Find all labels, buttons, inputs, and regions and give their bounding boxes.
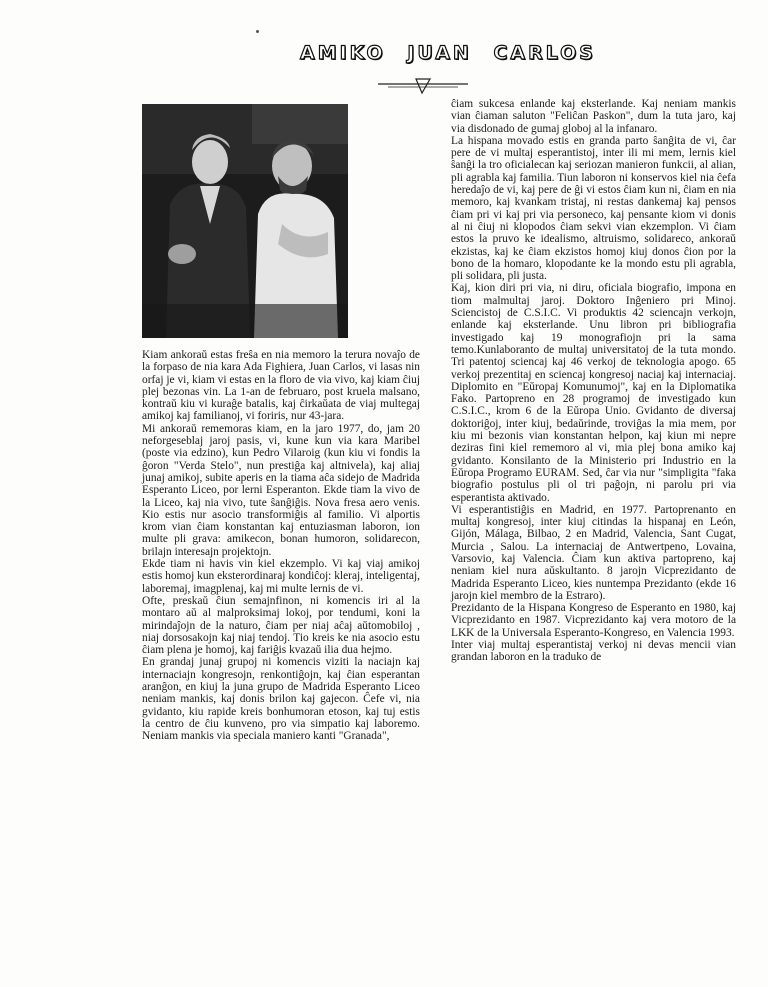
left-column bbox=[142, 349, 420, 743]
scan-speck bbox=[256, 30, 259, 33]
title-ornament-icon bbox=[378, 76, 468, 96]
paragraph: La hispana movado estis en granda parto ŝanĝita de vi, ĉar pere de vi multaj esperantistoj, inter ili mi mem, lernis kiel ŝanĝi la tro oficialecan kaj seriozan manieron funkcii, al alian, pli agrabla kaj familia. Tiun laboron ni konservos kiel nia ĉefa heredaĵo de vi, kaj pere de ĝi vi estos ĉiam kun ni, ĉiam en nia memoro, kaj kvankam tristaj, ni restas dankemaj kaj pensos ĉiam pri vi kaj pri via personeco, kaj pensante kiom vi donis al ni ĉiuj ni klopodos ĉiam sekvi vian ekzemplon. Vi ĉiam estos la pruvo ke idealismo, altruismo, solidareco, ankoraŭ ekzistas, kaj ke ĉiam ekzistos homoj kiuj donos ĉion por la bono de la homaro, klopodante ke la mondo estu pli agrabla, pli solidara, pli justa. bbox=[451, 134, 736, 283]
portrait-photo bbox=[142, 104, 348, 338]
paragraph: ĉiam sukcesa enlande kaj eksterlande. Kaj neniam mankis vian ĉiaman saluton "Feliĉan Paskon", dum la tuta jaro, kaj via disdonado de gumaj globoj al la infanaro. bbox=[451, 98, 736, 135]
paragraph: Inter viaj multaj esperantistaj verkoj ni devas mencii vian grandan laboron en la traduko de bbox=[451, 639, 736, 664]
paragraph: Prezidanto de la Hispana Kongreso de Esperanto en 1980, kaj Vicprezidanto en 1987. Vicprezidanto kaj vera motoro de la LKK de la Universala Esperanto-Kongreso, en Valencia 1993. bbox=[451, 602, 736, 639]
paragraph: Ekde tiam ni havis vin kiel ekzemplo. Vi kaj viaj amikoj estis homoj kun eksterordinaraj kondiĉoj: kleraj, inteligentaj, laboremaj, imagplenaj, kaj mi multe lernis de vi. bbox=[142, 558, 420, 595]
two-men-photo bbox=[142, 104, 348, 338]
paragraph: Kaj, kion diri pri via, ni diru, oficiala biografio, impona en tiom malmultaj jaroj. Doktoro Inĝeniero pri Minoj. Sciencistoj de C.S.I.C. Vi produktis 42 sciencajn verkojn, enlande kaj eksterlande. Unu libron pri bibliografia investigado kaj 19 monografiojn pri la sama temo.Kunlaboranto de multaj universitatoj de la tuta mondo. Tri patentoj sciencaj kaj 46 verkoj de teknologia apogo. 65 verkoj prezentitaj en sciencaj kongresoj naciaj kaj internaciaj. Diplomito en "Eŭropaj Komunumoj", kaj en la Diplomatika Fako. Partopreno en 28 programoj de investigado kun C.S.I.C., krom 6 de la Eŭropa Unio. Gvidanto de diversaj doktoriĝoj, inter kiuj, bedaŭrinde, troviĝas la mia mem, por kiu mi bezonis vian konstantan helpon, kaj kiun mi nepre deziras fini kiel rememoro al vi, mia plej bona amiko kaj gvidanto. Konsilanto de la Ministerio pri Industrio en la Eŭropa Programo EURAM. Sed, ĉar via nur "simpligita "faka biografio postulus pli ol tri paĝojn, ni parolu pri via esperantista aktivado. bbox=[451, 282, 736, 504]
paragraph: Kiam ankoraŭ estas freŝa en nia memoro la terura novaĵo de la forpaso de nia kara Ada Fighiera, Juan Carlos, vi lasas nin orfaj je vi, kiam vi estas en la floro de via vivo, kaj kiam ĉiuj plej bezonas vin. La 1-an de februaro, post kruela malsano, kontraŭ kiu vi kuraĝe batalis, kaj ĉirkaŭata de viaj multegaj amikoj kaj familianoj, vi foriris, nur 43-jara. bbox=[142, 349, 420, 423]
right-column bbox=[451, 98, 736, 664]
paragraph: Mi ankoraŭ rememoras kiam, en la jaro 1977, do, jam 20 neforgeseblaj jaroj pasis, vi, kune kun via kara Maribel (poste via edzino), kun Pedro Vilaroig (kun kiu vi fondis la ĝoron "Verda Stelo", nun prestiĝa kaj altnivela), kaj aliaj junaj amikoj, subite aperis en la tiama aĉa sidejo de Madrida Esperanto Liceo, por lerni Esperanton. Ekde tiam la vivo de la Liceo, kaj nia vivo, tute ŝanĝiĝis. Nova fresa aero venis. Kio estis nur asocio transformiĝis al familio. Vi alportis krom vian ĉiam konstantan kaj entuziasman laboron, ion multe pli grava: amikecon, bonan humoron, solidarecon, brilajn interesajn projektojn. bbox=[142, 422, 420, 558]
paragraph: Ofte, preskaŭ ĉiun semajnfinon, ni komencis iri al la montaro aŭ al malproksimaj lokoj, por tendumi, koni la mirindaĵojn de la naturo, ĉiam per niaj aĉaj aŭtomobiloj , niaj dorsosakojn kaj niaj tendoj. Tio kreis ke nia asocio estu ĉiam plena je homoj, kaj fariĝis kvazaŭ ilia dua hejmo. bbox=[142, 594, 420, 657]
paragraph: Vi esperantistiĝis en Madrid, en 1977. Partoprenanto en multaj kongresoj, inter kiuj citindas la hispanaj en León, Gijón, Málaga, Bilbao, 2 en Madrid, Valencia, Sant Cugat, Murcia , Salou. La internaciaj de Antwertpeno, Lovaina, Varsovio, kaj Valencia. Ĉiam kun aktiva partopreno, kaj neniam kiel nura aŭskultanto. 8 jarojn Vicprezidanto de Madrida Esperanto Liceo, kies nuntempa Prezidanto (ekde 16 jarojn kiel membro de la Estraro). bbox=[451, 503, 736, 602]
page-title: AMIKO JUAN CARLOS bbox=[300, 42, 596, 64]
paragraph: En grandaj junaj grupoj ni komencis viziti la naciajn kaj internaciajn kongresojn, renkontiĝojn, kaj ĉian esperantan aranĝon, en kiuj la juna grupo de Madrida Esperanto Liceo neniam mankis, kaj donis brilon kaj gajecon. Ĉefe vi, nia gvidanto, kiu rapide kreis bonhumoran etoson, kaj tuj estis la centro de ĉiu kunveno, pro via simpatio kaj laboremo. Neniam mankis via speciala maniero kanti "Granada", bbox=[142, 656, 420, 743]
